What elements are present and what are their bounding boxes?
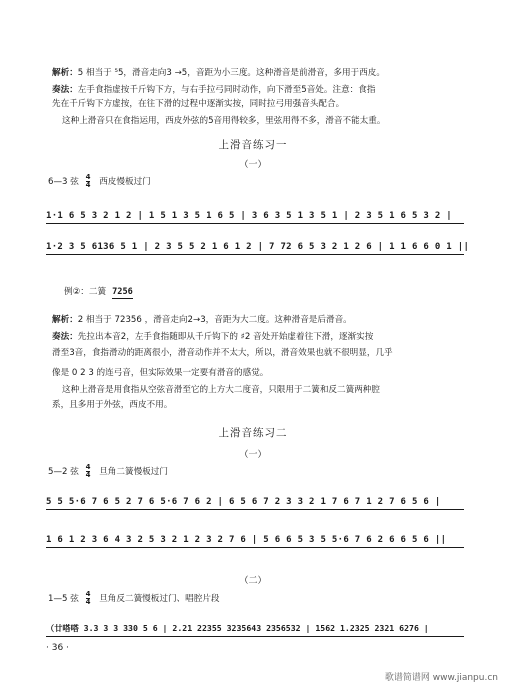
exercise-number-3: （二） (239, 576, 267, 586)
score-text: （廿嗒嗒 3.3 3 3 330 5 6 | 2.21 22355 3235643 2356532 | 1562 1.2325 2321 6276 | (46, 623, 429, 633)
time-signature (86, 174, 91, 189)
technique-text-cont: 先在千斤钩下方虚按，在往下滑的过程中逐渐实按，同时拉弓用强音头配合。 (52, 99, 345, 109)
underline (46, 223, 464, 224)
site-watermark: 歌谱简谱网 www.jianpu.cn (384, 673, 498, 683)
tempo-marking: 西皮慢板过门 (99, 177, 151, 187)
underline (46, 547, 464, 548)
time-bottom: 4 (85, 181, 91, 189)
underline (46, 509, 464, 510)
technique-paragraph-1 (52, 83, 466, 97)
time-top: 4 (85, 173, 91, 181)
tempo-marking: 旦角反二簧慢板过门、唱腔片段 (99, 594, 220, 604)
time-bottom: 4 (85, 471, 91, 479)
example-label: 例②：二簧 (64, 287, 107, 297)
technique-text: 先拉出本音2，左手食指随即从千斤钩下的 ♯2 音处开始虚着往下滑，逐渐实按 (77, 332, 374, 342)
analysis-text: 5 相当于 ⁵5，滑音走向3 →5，音距为小三度。这种滑音是前滑音，多用于西皮。 (77, 68, 385, 78)
score-row-3-1 (46, 623, 464, 634)
key-signature-1 (48, 174, 151, 189)
technique-text: 左手食指虚按千斤钩下方，与右手拉弓同时动作，向下滑至5音处。注意：食指 (77, 85, 376, 95)
note-text: 这种上滑音是用食指从空弦音滑至它的上方大二度音，只限用于二簧和反二簧两种腔 (62, 385, 380, 395)
score-row-2-1 (46, 497, 464, 507)
exercise-number-2: （一） (239, 450, 267, 460)
technique-text-cont: 滑至3音，食指滑动的距离很小，滑音动作并不太大，所以，滑音效果也就不很明显，几乎 (52, 348, 393, 358)
string-tuning: 1—5 弦 (48, 594, 79, 604)
exercise-title-2: 上滑音练习二 (218, 427, 288, 439)
exercise-title-1: 上滑音练习一 (218, 139, 288, 151)
example-score: 7256 (112, 287, 133, 297)
technique-label: 奏法： (52, 85, 78, 95)
technique-text-cont2: 像是 0 2 3 的连弓音，但实际效果一定要有滑音的感觉。 (52, 368, 269, 378)
time-bottom: 4 (85, 598, 91, 606)
time-top: 4 (85, 463, 91, 471)
string-tuning: 5—2 弦 (48, 467, 79, 477)
technique-paragraph-2-cont (52, 346, 466, 360)
note-paragraph-2 (62, 383, 476, 397)
time-signature (86, 591, 91, 606)
technique-label: 奏法： (52, 332, 78, 342)
underline (46, 636, 464, 637)
score-text: 1·2 3 5 6136 5 1 | 2 3 5 5 2 1 6 1 2 | 7 72 6 5 3 2 1 2 6 | 1 1 6 6 0 1 || (46, 242, 470, 252)
exercise-number-1: （一） (239, 160, 267, 170)
analysis-label: 解析： (52, 315, 78, 325)
time-signature (86, 464, 91, 479)
note-paragraph-1 (62, 114, 476, 128)
example-2 (64, 285, 133, 297)
analysis-text: 2 相当于 72356 ，滑音走向2→3，音距为大二度。这种滑音是后滑音。 (77, 315, 352, 325)
score-text: 5 5 5·6 7 6 5 2 7 6 5·6 7 6 2 | 6 5 6 7 2 3 3 2 1 7 6 7 1 2 7 6 5 6 | (46, 497, 441, 507)
tempo-marking: 旦角二簧慢板过门 (99, 467, 168, 477)
analysis-label: 解析： (52, 68, 78, 78)
score-row-2-2 (46, 535, 464, 545)
note-text-cont: 系，且多用于外弦，西皮不用。 (52, 400, 173, 410)
underline (46, 254, 464, 255)
score-row-1-1 (46, 211, 464, 221)
technique-paragraph-1-cont (52, 97, 466, 111)
score-text: 1·1 6 5 3 2 1 2 | 1 5 1 3 5 1 6 5 | 3 6 3 5 1 3 5 1 | 2 3 5 1 6 5 3 2 | (46, 211, 453, 221)
technique-paragraph-2-cont2 (52, 366, 466, 380)
key-signature-2 (48, 464, 168, 479)
score-row-1-2 (46, 242, 470, 252)
time-top: 4 (85, 590, 91, 598)
key-signature-3 (48, 591, 220, 606)
note-paragraph-2-cont (52, 398, 466, 412)
analysis-paragraph-1 (52, 66, 466, 80)
technique-paragraph-2 (52, 330, 466, 344)
note-text: 这种上滑音只在食指运用，西皮外弦的5音用得较多，里弦用得不多，滑音不能太重。 (62, 116, 386, 126)
page-number: · 36 · (46, 643, 69, 653)
string-tuning: 6—3 弦 (48, 177, 79, 187)
analysis-paragraph-2 (52, 313, 466, 327)
score-text: 1 6 1 2 3 6 4 3 2 5 3 2 1 2 3 2 7 6 | 5 6 6 5 3 5 5·6 7 6 2 6 6 5 6 || (46, 535, 447, 545)
